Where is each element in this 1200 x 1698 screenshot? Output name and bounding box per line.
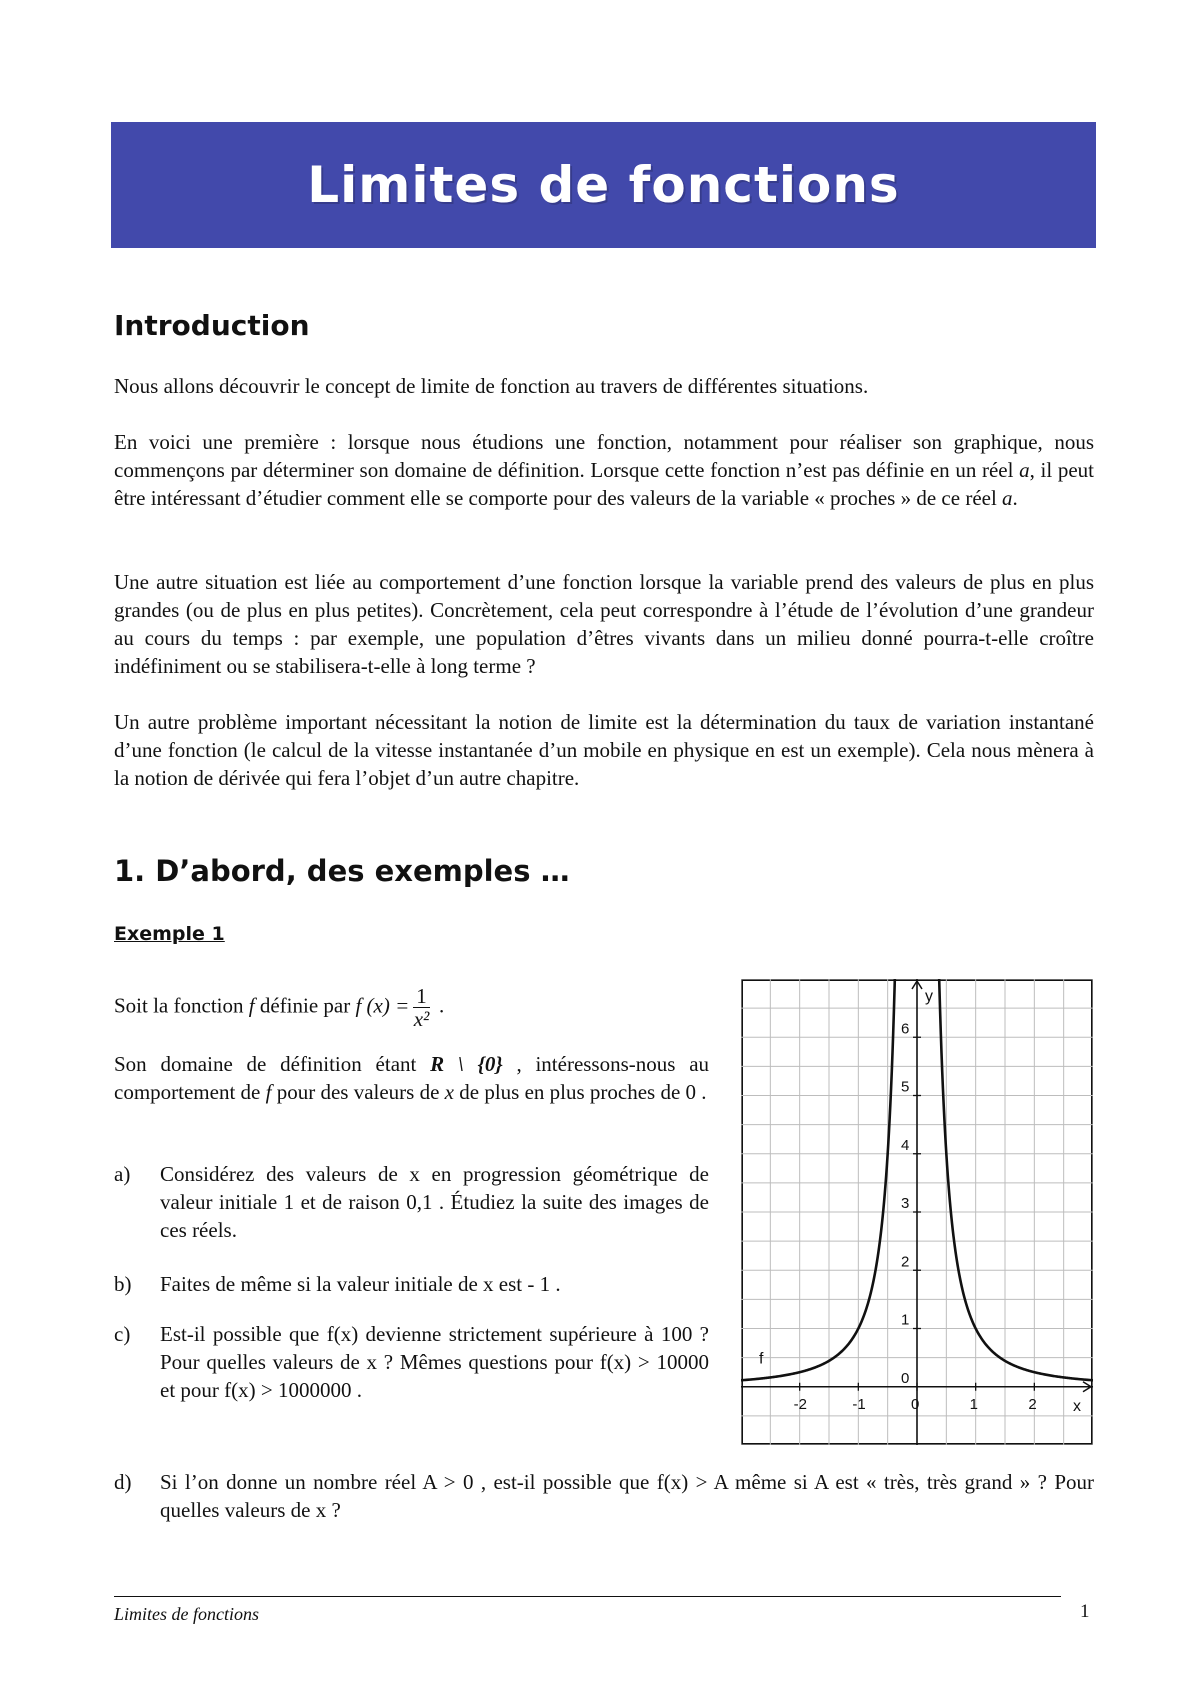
page-title: Limites de fonctions [307, 156, 900, 214]
y-tick-label: 4 [901, 1136, 910, 1154]
footer-divider [114, 1596, 1061, 1597]
intro-heading: Introduction [114, 309, 310, 342]
page-number: 1 [1080, 1601, 1090, 1622]
intro-paragraph-3: Une autre situation est liée au comportement d’une fonction lorsque la variable prend des valeurs de plus en plus grandes (ou de plus en plus petites). Concrètement, cela peut correspondre à l’étude de l’évolution d’une grandeur au cours du temps : par exemple, une population d’êtres vivants dans un milieu donné pourra-t-elle croître indéfiniment ou se stabilisera-t-elle à long terme ? [114, 570, 1094, 678]
intro-paragraph-2: En voici une première : lorsque nous étudions une fonction, notamment pour réaliser son graphique, nous commençons par déterminer son domaine de définition. Lorsque cette fonction n’est pas définie en un réel a, il peut être intéressant d’étudier comment elle se comporte pour des valeurs de la variable « proches » de ce réel a. [114, 430, 1094, 510]
x-axis-label: x [1073, 1397, 1081, 1415]
x-tick-label: 1 [969, 1395, 979, 1413]
intro-paragraph-1: Nous allons découvrir le concept de limite de fonction au travers de différentes situations. [114, 374, 869, 398]
function-graph [741, 979, 1093, 1445]
section-heading: 1. D’abord, des exemples … [114, 854, 570, 888]
intro-paragraph-4: Un autre problème important nécessitant la notion de limite est la détermination du taux de variation instantané d’une fonction (le calcul de la vitesse instantanée d’un mobile en physique en est un exemple). Cela nous mènera à la notion de dérivée qui fera l’objet d’un autre chapitre. [114, 710, 1094, 790]
y-tick-label: 5 [901, 1078, 910, 1096]
x-tick-label: -2 [793, 1395, 808, 1413]
x-tick-label: -1 [852, 1395, 866, 1413]
domain-paragraph: Son domaine de définition étant R \ {0} , intéressons-nous au comportement de f pour des valeurs de x de plus en plus proches de 0 . [114, 1052, 710, 1104]
y-tick-label: 2 [901, 1253, 910, 1271]
y-tick-label: 1 [901, 1311, 910, 1329]
x-tick-label: 2 [1028, 1395, 1037, 1413]
curve-label: f [759, 1350, 764, 1368]
origin-label: 0 [901, 1369, 910, 1387]
function-definition: Soit la fonction f définie par f (x) = $\frac{1}{\text{x²}}$ . [114, 984, 445, 1031]
y-axis-label: y [925, 988, 933, 1005]
fraction: $\frac{1}{\text{x²}}$ [413, 984, 430, 1031]
y-tick-label: 6 [901, 1020, 910, 1038]
y-tick-label: 3 [901, 1195, 910, 1212]
x-tick-label: 0 [911, 1395, 920, 1413]
example-heading: Exemple 1 [114, 923, 225, 945]
title-banner [111, 122, 1096, 248]
footer-title: Limites de fonctions [114, 1604, 259, 1624]
